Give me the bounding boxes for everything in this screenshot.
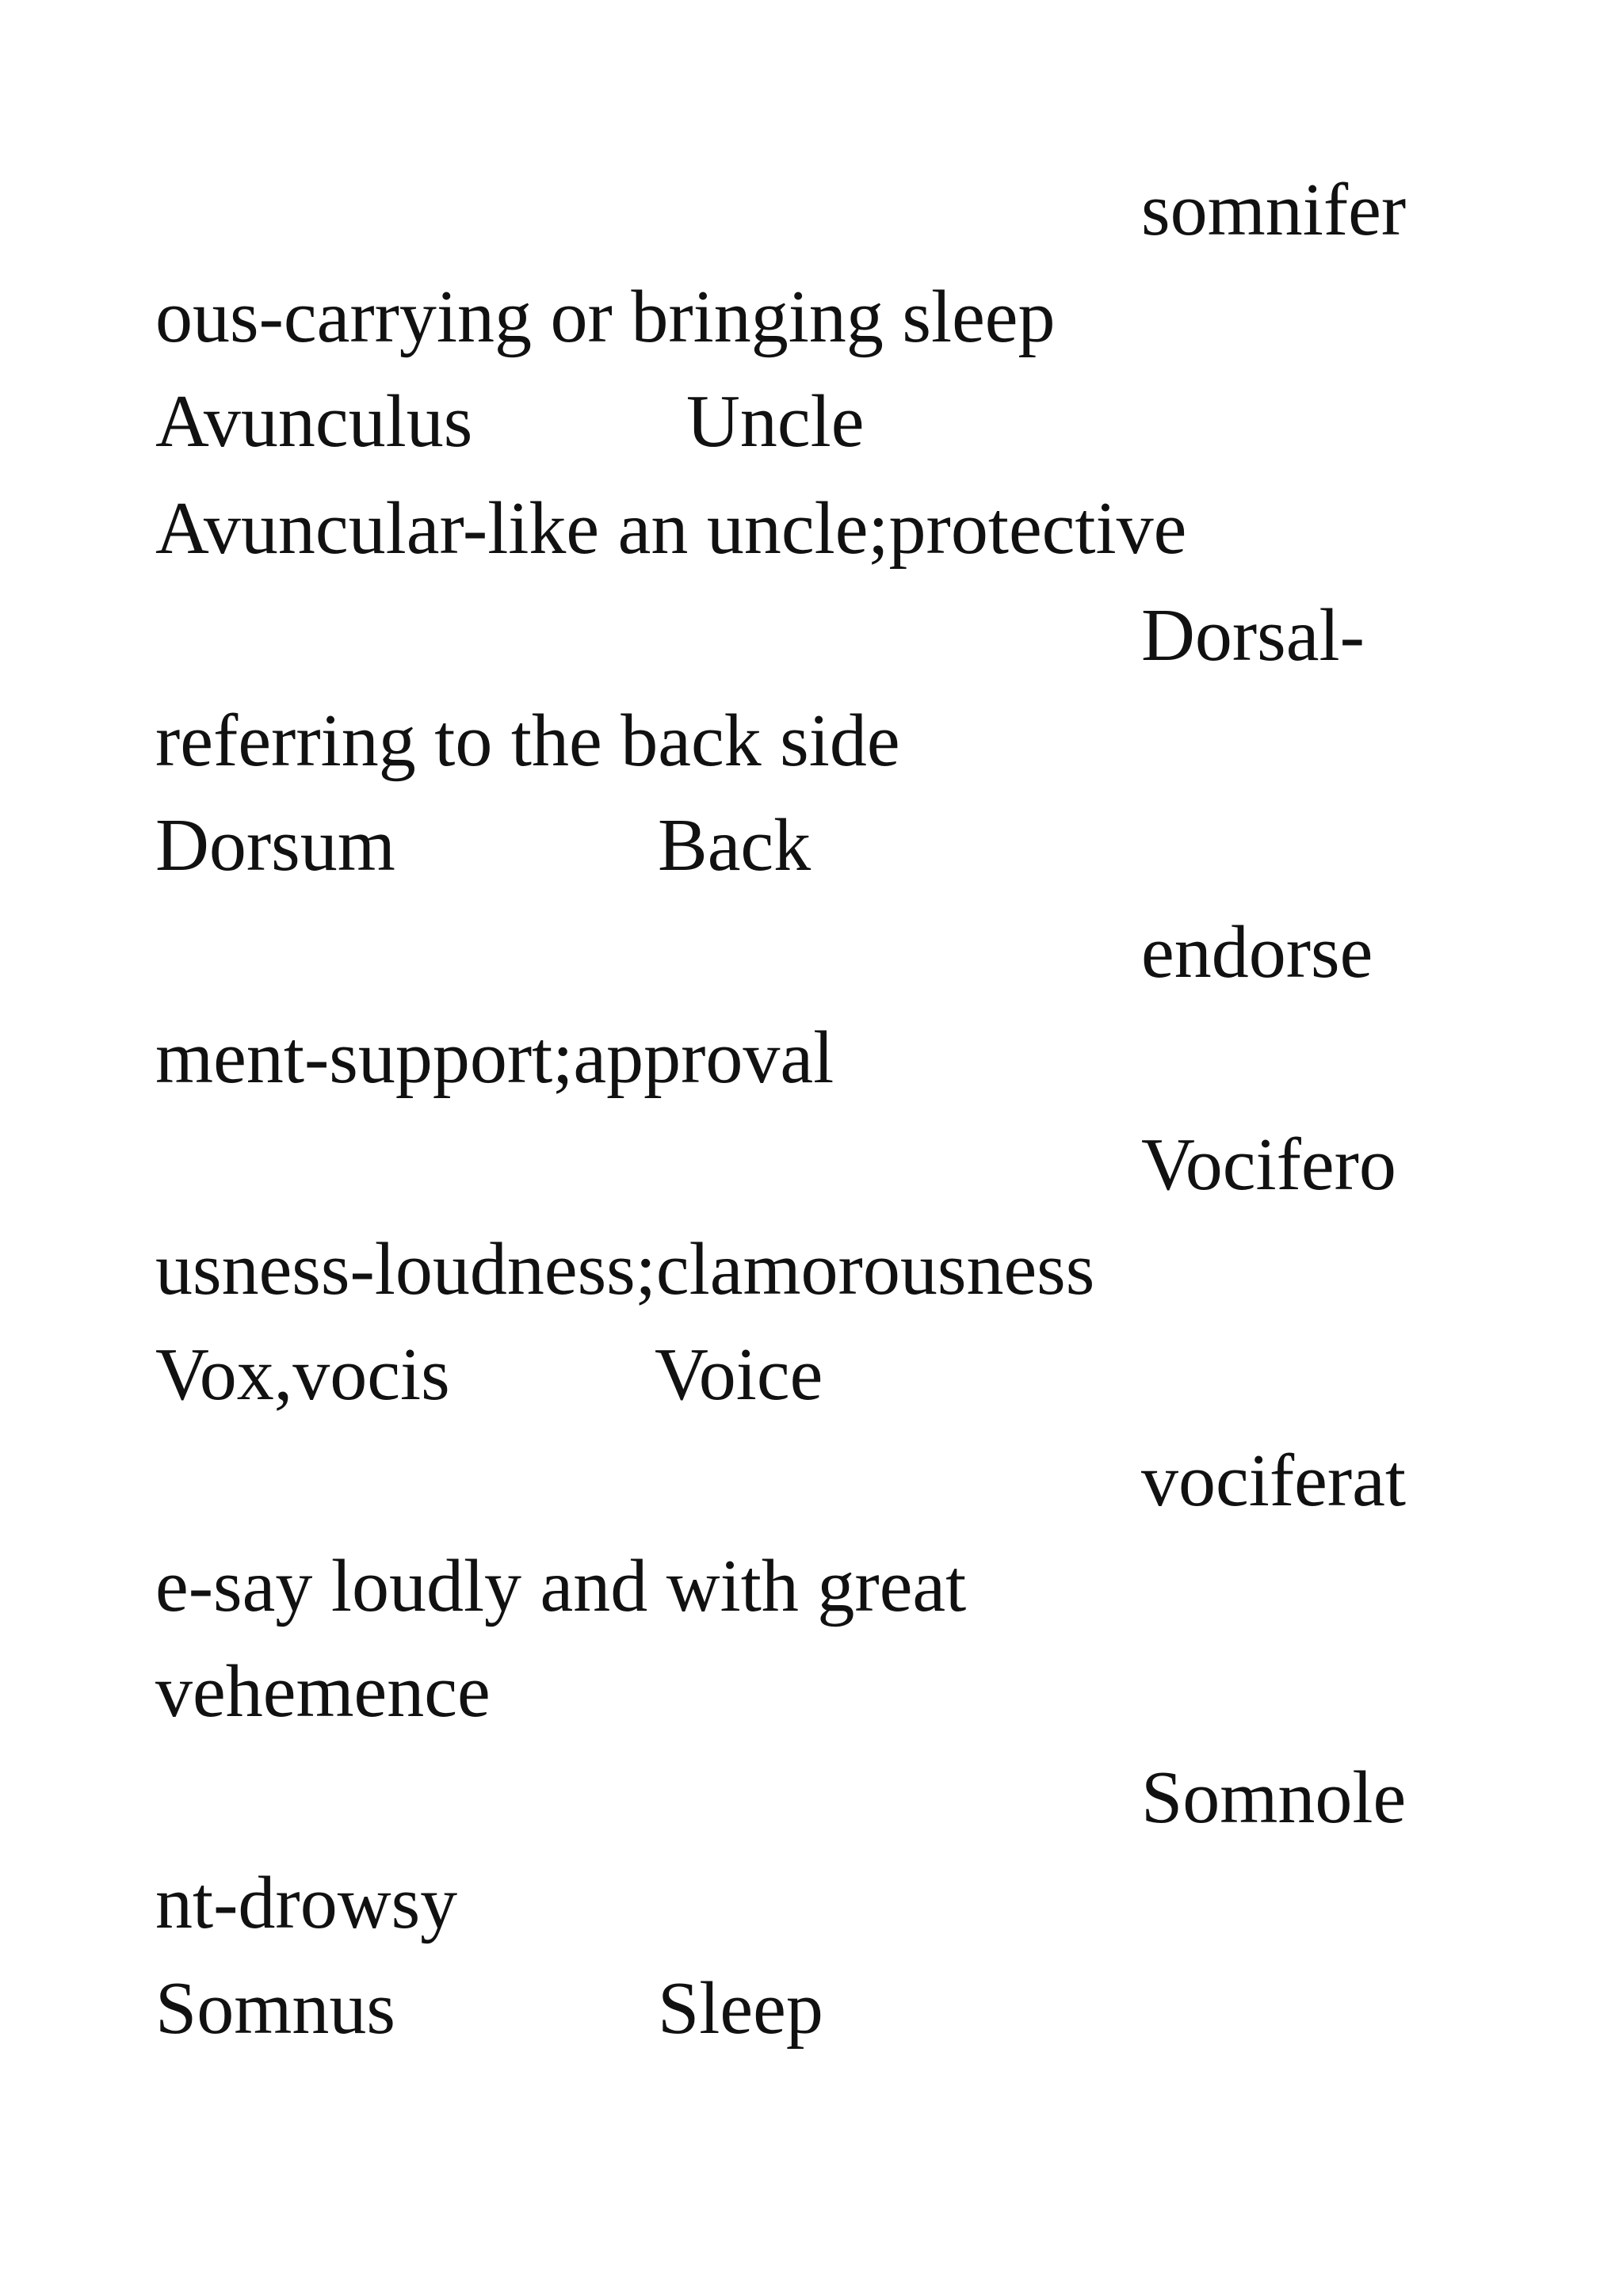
- vocab-gloss: Uncle: [686, 380, 865, 463]
- vocab-term: Vox,vocis: [155, 1333, 450, 1416]
- text-line: Dorsal-: [1141, 594, 1365, 677]
- text-line: e-say loudly and with great: [155, 1545, 967, 1627]
- vocab-term: Dorsum: [155, 804, 395, 887]
- text-line: ous-carrying or bringing sleep: [155, 276, 1056, 358]
- text-line: Vocifero: [1141, 1123, 1396, 1206]
- vocab-gloss: Back: [658, 804, 812, 887]
- text-line: endorse: [1141, 911, 1373, 994]
- text-line: referring to the back side: [155, 700, 900, 782]
- vocab-term: Somnus: [155, 1967, 395, 2050]
- text-line: vociferat: [1141, 1440, 1407, 1522]
- text-line: Avuncular-like an uncle;protective: [155, 487, 1187, 570]
- text-line: usness-loudness;clamorousness: [155, 1228, 1095, 1310]
- text-line: ment-support;approval: [155, 1016, 834, 1099]
- vocab-gloss: Voice: [655, 1333, 823, 1416]
- text-line: nt-drowsy: [155, 1862, 458, 1944]
- text-line: somnifer: [1141, 169, 1407, 251]
- vocab-term: Avunculus: [155, 380, 473, 463]
- text-line: Somnole: [1141, 1756, 1407, 1839]
- vocab-gloss: Sleep: [658, 1967, 823, 2050]
- text-line: vehemence: [155, 1650, 491, 1733]
